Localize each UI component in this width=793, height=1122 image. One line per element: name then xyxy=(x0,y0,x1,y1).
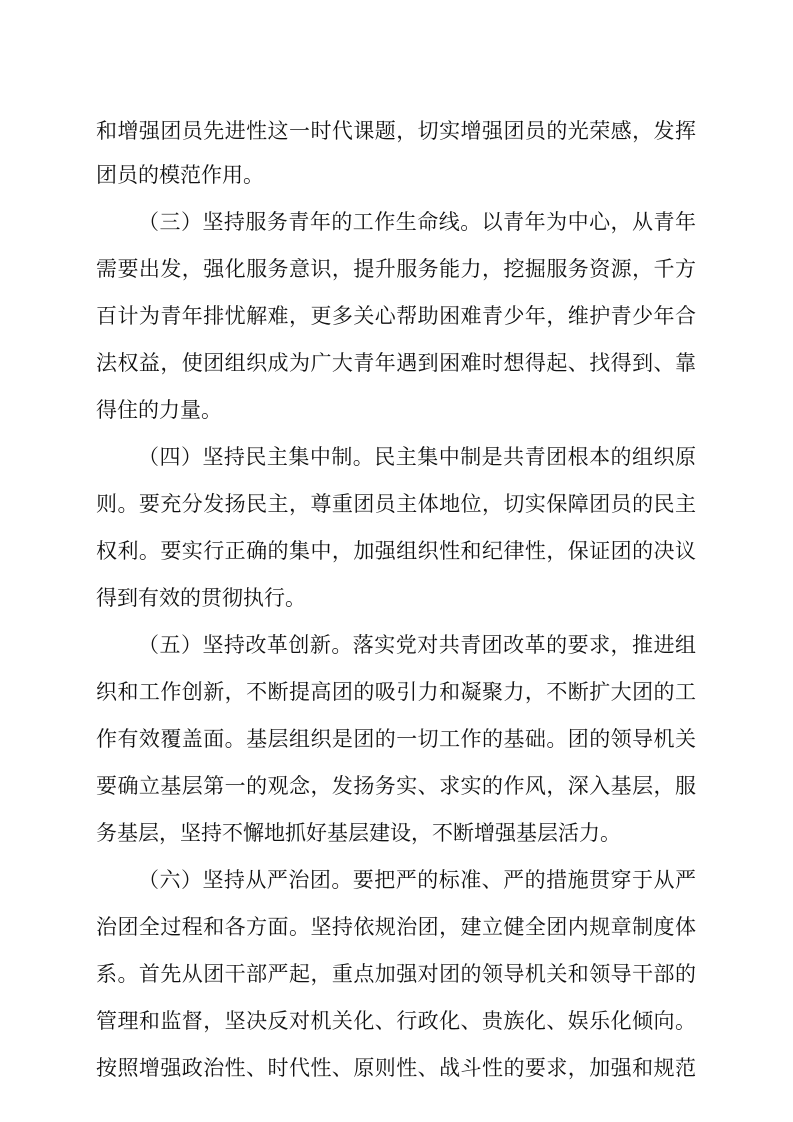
text-line: 法权益，使团组织成为广大青年遇到困难时想得起、找得到、靠 xyxy=(96,351,696,375)
text-line: 和增强团员先进性这一时代课题，切实增强团员的光荣感，发挥 xyxy=(96,119,696,143)
text-line: 务基层，坚持不懈地抓好基层建设，不断增强基层活力。 xyxy=(96,821,621,845)
text-line: 作有效覆盖面。基层组织是团的一切工作的基础。团的领导机关 xyxy=(96,727,696,751)
paragraph-heading-line: （六）坚持从严治团。要把严的标准、严的措施贯穿于从严 xyxy=(138,868,696,892)
text-line: 治团全过程和各方面。坚持依规治团，建立健全团内规章制度体 xyxy=(96,915,696,939)
paragraph-heading-line: （四）坚持民主集中制。民主集中制是共青团根本的组织原 xyxy=(138,445,696,469)
text-line: 则。要充分发扬民主，尊重团员主体地位，切实保障团员的民主 xyxy=(96,492,696,516)
text-line: 团员的模范作用。 xyxy=(96,163,264,187)
paragraph-heading-line: （五）坚持改革创新。落实党对共青团改革的要求，推进组 xyxy=(138,633,696,657)
text-line: 要确立基层第一的观念，发扬务实、求实的作风，深入基层，服 xyxy=(96,774,696,798)
text-line: 得住的力量。 xyxy=(96,398,222,422)
text-line: 需要出发，强化服务意识，提升服务能力，挖掘服务资源，千方 xyxy=(96,257,696,281)
paragraph-heading-line: （三）坚持服务青年的工作生命线。以青年为中心，从青年 xyxy=(138,210,696,234)
text-line: 百计为青年排忧解难，更多关心帮助困难青少年，维护青少年合 xyxy=(96,304,696,328)
text-line: 得到有效的贯彻执行。 xyxy=(96,586,306,610)
text-line: 权利。要实行正确的集中，加强组织性和纪律性，保证团的决议 xyxy=(96,539,696,563)
text-line: 织和工作创新，不断提高团的吸引力和凝聚力，不断扩大团的工 xyxy=(96,680,696,704)
text-line: 按照增强政治性、时代性、原则性、战斗性的要求，加强和规范 xyxy=(96,1056,696,1080)
text-line: 系。首先从团干部严起，重点加强对团的领导机关和领导干部的 xyxy=(96,962,696,986)
text-line: 管理和监督，坚决反对机关化、行政化、贵族化、娱乐化倾向。 xyxy=(96,1009,696,1033)
